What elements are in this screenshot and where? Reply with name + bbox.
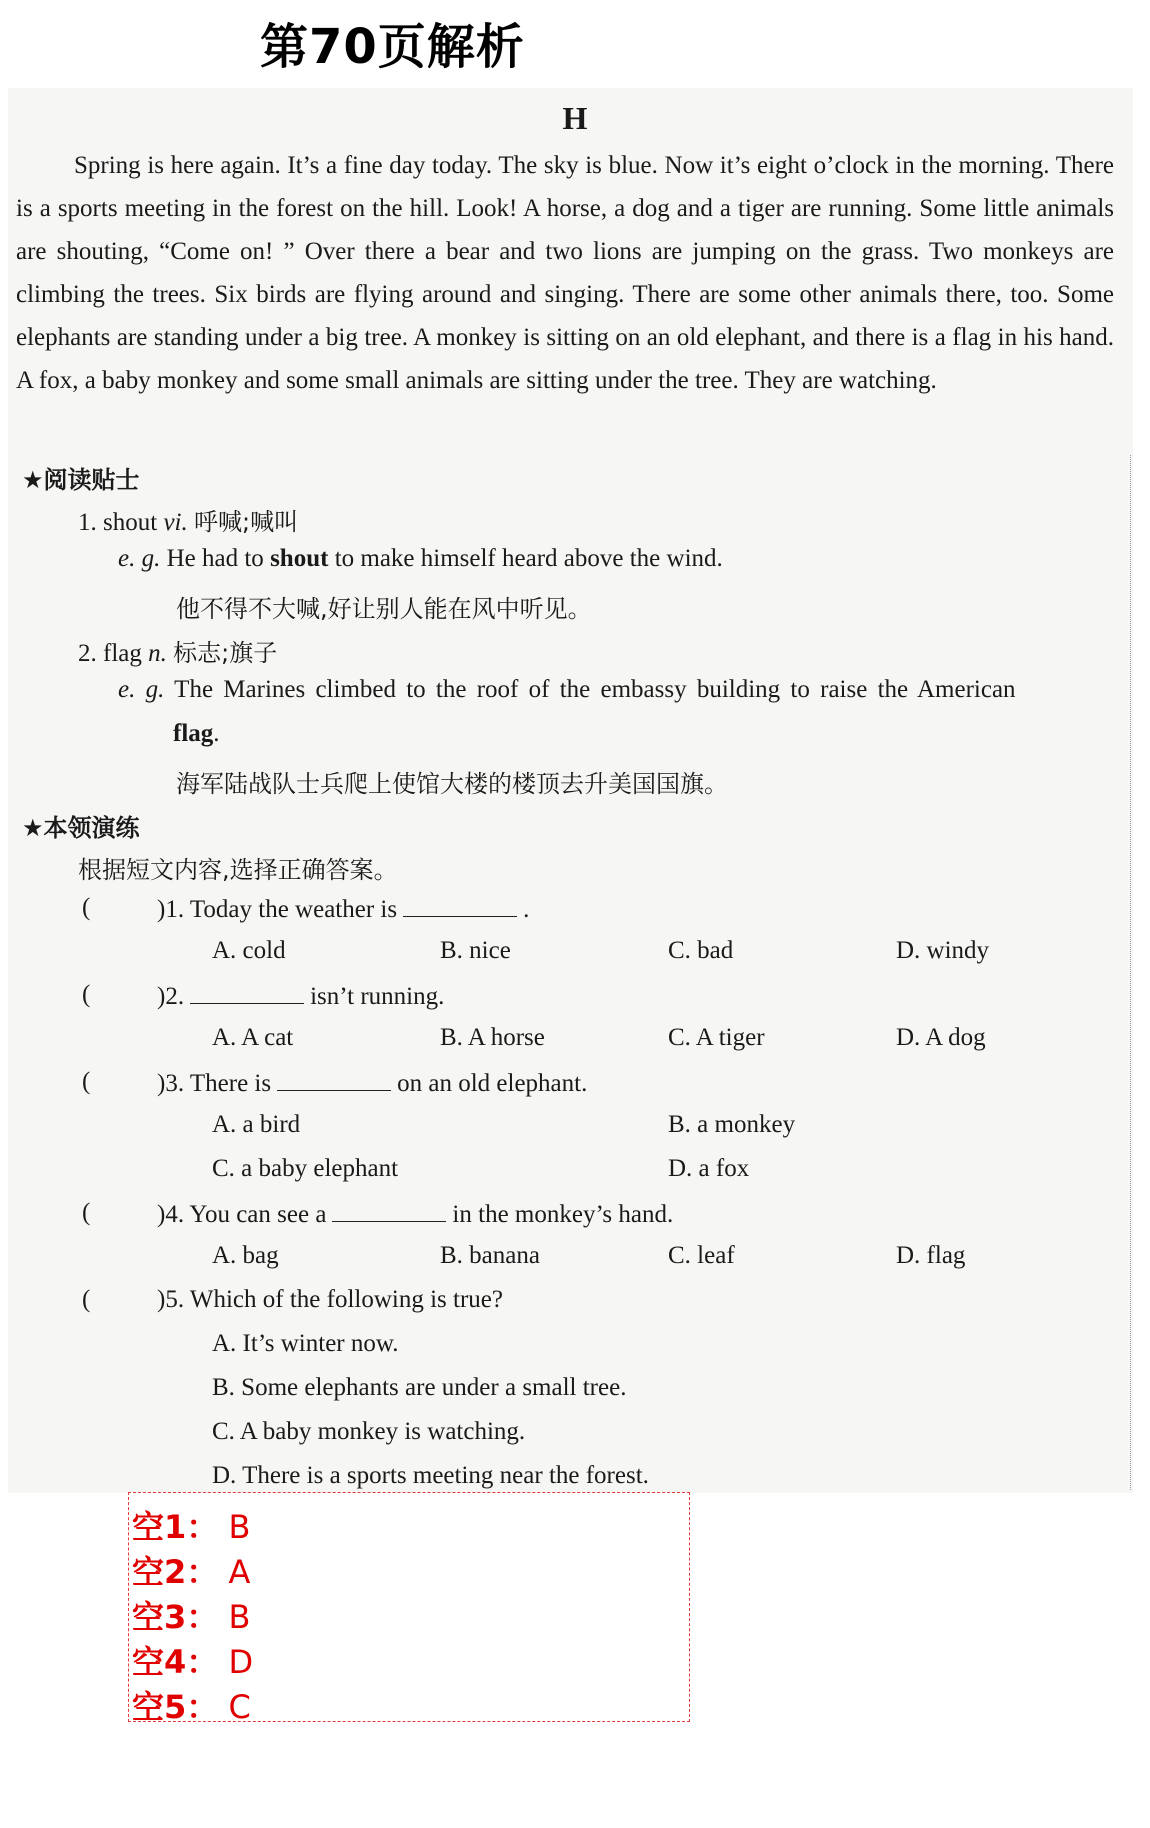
answer-2-value: A [228,1553,251,1591]
question-1-option-d: D. windy [896,937,990,964]
answer-3-value: B [228,1598,251,1636]
question-2-option-c: C. A tiger [668,1024,765,1051]
question-4 [157,1199,673,1229]
tip-1-meaning: 呼喊;喊叫 [193,508,299,536]
answer-blank [332,1199,446,1222]
reading-passage [16,144,1114,402]
tip-1-entry [78,502,298,537]
question-2-post: isn’t running. [310,983,445,1010]
tip-1-eg-bold: shout [270,545,329,572]
tip-2-translation: 海军陆战队士兵爬上使馆大楼的楼顶去升美国国旗。 [176,770,728,798]
answer-3 [132,1592,250,1638]
exercise-instruction: 根据短文内容,选择正确答案。 [78,856,398,884]
question-2-paren: ( [82,981,91,1008]
tip-1-eg-before: He had to [166,545,264,572]
question-2-option-a: A. A cat [212,1024,294,1051]
question-5 [157,1286,503,1314]
page-title: 第70页解析 [260,19,525,75]
tip-2-entry [78,633,277,668]
question-3-post: on an old elephant. [397,1070,588,1097]
page-edge-divider [1130,455,1131,1490]
question-1 [157,894,529,924]
tip-1-pos: vi. [163,509,188,536]
question-4-pre: You can see a [189,1201,327,1228]
answer-4-value: D [228,1643,254,1681]
answer-4-label: 空4： [132,1643,219,1681]
question-1-post: . [523,896,530,923]
tip-2-num: 2. [78,640,97,667]
tip-2-word: flag [103,640,142,667]
tip-2-eg-after: . [213,720,220,747]
question-5-num: )5. [157,1286,185,1313]
question-5-option-d: D. There is a sports meeting near the forest. [212,1462,649,1489]
tip-1-translation: 他不得不大喊,好让别人能在风中听见。 [176,595,592,623]
question-3-option-a: A. a bird [212,1111,301,1138]
question-4-post: in the monkey’s hand. [452,1201,674,1228]
tip-2-example-cont [173,720,220,748]
tip-1-num: 1. [78,509,97,536]
tip-1-eg-label: e. g. [118,545,161,572]
question-3-num: )3. [157,1070,185,1097]
question-2-num: )2. [157,983,185,1010]
section-letter: H [562,100,588,136]
answer-2 [132,1547,250,1593]
question-5-option-b: B. Some elephants are under a small tree. [212,1374,627,1401]
answer-1-value: B [228,1508,251,1546]
question-5-option-a: A. It’s winter now. [212,1330,399,1357]
question-4-option-a: A. bag [212,1242,279,1269]
question-4-option-d: D. flag [896,1242,966,1269]
question-5-pre: Which of the following is true? [189,1286,504,1313]
question-5-paren: ( [82,1286,91,1313]
question-2-option-d: D. A dog [896,1024,986,1051]
question-3-option-d: D. a fox [668,1155,750,1182]
tip-1-eg-after: to make himself heard above the wind. [334,545,723,572]
tip-2-eg-label: e. g. [118,676,165,703]
answer-5-label: 空5： [132,1688,219,1726]
tip-1-example [118,545,723,573]
question-1-num: )1. [157,896,185,923]
question-3-pre: There is [189,1070,272,1097]
reading-tips-heading: ★阅读贴士 [22,466,140,494]
question-1-pre: Today the weather is [189,896,398,923]
question-1-paren: ( [82,894,91,921]
question-2-option-b: B. A horse [440,1024,545,1051]
tip-2-pos: n. [148,640,167,667]
question-4-paren: ( [82,1199,91,1226]
question-3-paren: ( [82,1068,91,1095]
answer-5 [132,1682,251,1728]
question-1-option-a: A. cold [212,937,286,964]
answer-4 [132,1637,253,1683]
answer-2-label: 空2： [132,1553,219,1591]
tip-2-example [118,676,1118,704]
answer-blank [403,894,517,917]
passage-text: Spring is here again. It’s a fine day today. The sky is blue. Now it’s eight o’clock in the morning. There is a sports meeting in the forest on the hill. Look! A horse, a dog and a tiger are running. Some little animals are shouting, “Come on! ” Over there a bear and two lions are jumping on the grass. Two monkeys are climbing the trees. Six birds are flying around and singing. There are some other animals there, too. Some elephants are standing under a big tree. A monkey is sitting on an old elephant, and there is a flag in his hand. A fox, a baby monkey and some small animals are sitting under the tree. They are watching. [16,152,1114,394]
question-1-option-c: C. bad [668,937,734,964]
question-1-option-b: B. nice [440,937,511,964]
tip-2-eg-before: The Marines climbed to the roof of the embassy building to raise the American [174,676,1016,703]
question-3-option-b: B. a monkey [668,1111,796,1138]
exercise-heading: ★本领演练 [22,814,140,842]
question-4-option-b: B. banana [440,1242,540,1269]
question-5-option-c: C. A baby monkey is watching. [212,1418,526,1445]
answer-3-label: 空3： [132,1598,219,1636]
question-2 [157,981,444,1011]
question-4-option-c: C. leaf [668,1242,735,1269]
answer-1 [132,1502,250,1548]
tip-2-eg-bold: flag [173,720,214,747]
question-3 [157,1068,587,1098]
question-4-num: )4. [157,1201,185,1228]
answer-blank [277,1068,391,1091]
tip-2-meaning: 标志;旗子 [173,639,278,667]
question-3-option-c: C. a baby elephant [212,1155,399,1182]
answer-blank [190,981,304,1004]
tip-1-word: shout [103,509,158,536]
answer-5-value: C [228,1688,251,1726]
answer-1-label: 空1： [132,1508,219,1546]
